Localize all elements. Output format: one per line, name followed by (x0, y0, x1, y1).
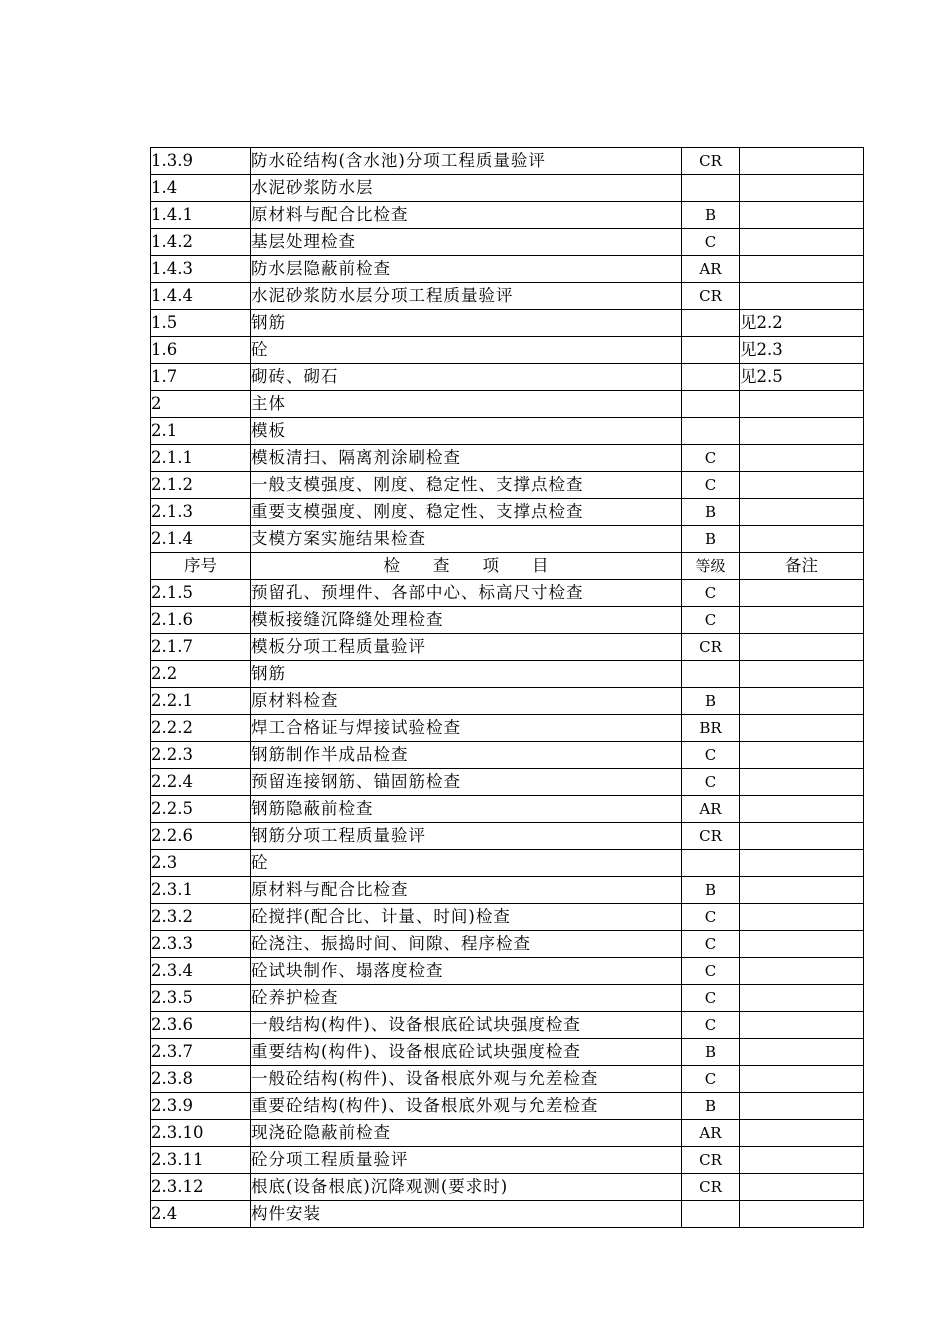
grade-cell: AR (682, 1120, 740, 1147)
grade-cell: C (682, 1066, 740, 1093)
inspection-item-cell: 重要支模强度、刚度、稳定性、支撑点检查 (251, 499, 682, 526)
grade-cell (682, 661, 740, 688)
row-number-cell: 2.1.3 (151, 499, 251, 526)
table-row (151, 985, 864, 1012)
grade-cell: B (682, 202, 740, 229)
table-row (151, 904, 864, 931)
remark-cell (740, 634, 864, 661)
inspection-item-cell: 模板清扫、隔离剂涂刷检查 (251, 445, 682, 472)
remark-cell (740, 850, 864, 877)
remark-cell: 见2.2 (740, 310, 864, 337)
row-number-cell: 2.1 (151, 418, 251, 445)
row-number-cell: 1.4.1 (151, 202, 251, 229)
remark-cell (740, 1147, 864, 1174)
inspection-item-cell: 预留连接钢筋、锚固筋检查 (251, 769, 682, 796)
inspection-item-cell: 钢筋 (251, 661, 682, 688)
table-row (151, 958, 864, 985)
row-number-cell: 2.3.9 (151, 1093, 251, 1120)
table-row (151, 337, 864, 364)
table-row (151, 1012, 864, 1039)
inspection-item-cell: 原材料检查 (251, 688, 682, 715)
table-row (151, 310, 864, 337)
table-row (151, 607, 864, 634)
remark-cell (740, 472, 864, 499)
remark-cell (740, 580, 864, 607)
row-number-cell: 2.3.7 (151, 1039, 251, 1066)
row-number-cell: 2.1.7 (151, 634, 251, 661)
grade-cell: AR (682, 256, 740, 283)
remark-cell (740, 1066, 864, 1093)
inspection-item-cell: 钢筋制作半成品检查 (251, 742, 682, 769)
inspection-item-cell: 根底(设备根底)沉降观测(要求时) (251, 1174, 682, 1201)
grade-cell: C (682, 904, 740, 931)
inspection-item-cell: 砌砖、砌石 (251, 364, 682, 391)
row-number-cell: 2.3.1 (151, 877, 251, 904)
table-row (151, 364, 864, 391)
row-number-cell: 2.4 (151, 1201, 251, 1228)
grade-cell: C (682, 769, 740, 796)
table-row (151, 1066, 864, 1093)
grade-cell: B (682, 688, 740, 715)
table-row (151, 1120, 864, 1147)
grade-cell: C (682, 229, 740, 256)
inspection-item-cell: 一般支模强度、刚度、稳定性、支撑点检查 (251, 472, 682, 499)
row-number-cell: 2.1.6 (151, 607, 251, 634)
inspection-item-cell: 一般结构(构件)、设备根底砼试块强度检查 (251, 1012, 682, 1039)
grade-cell: C (682, 472, 740, 499)
row-number-cell: 2.3.5 (151, 985, 251, 1012)
row-number-cell: 2.3.6 (151, 1012, 251, 1039)
grade-cell (682, 418, 740, 445)
remark-cell (740, 931, 864, 958)
row-number-cell: 1.3.9 (151, 148, 251, 175)
inspection-item-cell: 一般砼结构(构件)、设备根底外观与允差检查 (251, 1066, 682, 1093)
inspection-item-cell: 砼试块制作、塌落度检查 (251, 958, 682, 985)
inspection-item-cell: 构件安装 (251, 1201, 682, 1228)
grade-cell: AR (682, 796, 740, 823)
remark-cell (740, 202, 864, 229)
table-row (151, 850, 864, 877)
inspection-item-cell: 基层处理检查 (251, 229, 682, 256)
row-number-cell: 2.3.11 (151, 1147, 251, 1174)
table-row (151, 823, 864, 850)
inspection-item-cell: 砼 (251, 850, 682, 877)
remark-cell: 见2.5 (740, 364, 864, 391)
table-row (151, 931, 864, 958)
remark-cell (740, 796, 864, 823)
grade-cell: CR (682, 823, 740, 850)
table-row (151, 256, 864, 283)
remark-cell (740, 418, 864, 445)
row-number-cell: 2.1.4 (151, 526, 251, 553)
table-row (151, 148, 864, 175)
inspection-item-cell: 水泥砂浆防水层分项工程质量验评 (251, 283, 682, 310)
grade-cell: B (682, 877, 740, 904)
row-number-cell: 2.2.5 (151, 796, 251, 823)
table-row (151, 715, 864, 742)
inspection-item-cell: 模板接缝沉降缝处理检查 (251, 607, 682, 634)
grade-cell (682, 391, 740, 418)
remark-cell (740, 148, 864, 175)
row-number-cell: 2 (151, 391, 251, 418)
row-number-cell: 1.4 (151, 175, 251, 202)
table-row (151, 499, 864, 526)
grade-cell: CR (682, 1147, 740, 1174)
inspection-item-cell: 重要砼结构(构件)、设备根底外观与允差检查 (251, 1093, 682, 1120)
grade-cell: C (682, 445, 740, 472)
remark-cell (740, 175, 864, 202)
table-row (151, 634, 864, 661)
row-number-cell: 2.3.4 (151, 958, 251, 985)
inspection-item-cell: 原材料与配合比检查 (251, 202, 682, 229)
row-number-cell: 2.1.5 (151, 580, 251, 607)
table-row (151, 202, 864, 229)
inspection-item-cell: 原材料与配合比检查 (251, 877, 682, 904)
remark-cell (740, 1093, 864, 1120)
remark-cell (740, 958, 864, 985)
remark-cell (740, 391, 864, 418)
remark-cell (740, 688, 864, 715)
table-row (151, 1174, 864, 1201)
grade-cell: C (682, 931, 740, 958)
inspection-item-cell: 砼搅拌(配合比、计量、时间)检查 (251, 904, 682, 931)
remark-cell (740, 661, 864, 688)
table-row (151, 742, 864, 769)
remark-cell (740, 1039, 864, 1066)
inspection-item-cell: 砼分项工程质量验评 (251, 1147, 682, 1174)
inspection-item-cell: 钢筋隐蔽前检查 (251, 796, 682, 823)
grade-cell: CR (682, 634, 740, 661)
inspection-item-cell: 防水层隐蔽前检查 (251, 256, 682, 283)
table-row (151, 688, 864, 715)
inspection-item-cell: 主体 (251, 391, 682, 418)
table-row (151, 580, 864, 607)
row-number-cell: 2.1.2 (151, 472, 251, 499)
inspection-item-cell: 砼养护检查 (251, 985, 682, 1012)
table-row (151, 661, 864, 688)
inspection-item-cell: 焊工合格证与焊接试验检查 (251, 715, 682, 742)
grade-cell: C (682, 958, 740, 985)
row-number-cell: 2.3 (151, 850, 251, 877)
table-header-row (151, 553, 864, 580)
table-row (151, 175, 864, 202)
grade-cell: C (682, 607, 740, 634)
inspection-item-cell: 钢筋分项工程质量验评 (251, 823, 682, 850)
table-row (151, 526, 864, 553)
remark-cell (740, 823, 864, 850)
inspection-item-cell: 模板 (251, 418, 682, 445)
grade-cell (682, 337, 740, 364)
inspection-item-cell: 砼 (251, 337, 682, 364)
grade-cell (682, 850, 740, 877)
remark-cell (740, 769, 864, 796)
inspection-item-cell: 检 查 项 目 (251, 553, 682, 580)
remark-cell: 见2.3 (740, 337, 864, 364)
grade-cell (682, 1201, 740, 1228)
row-number-cell: 1.4.3 (151, 256, 251, 283)
remark-cell (740, 256, 864, 283)
remark-cell (740, 904, 864, 931)
table-row (151, 445, 864, 472)
remark-cell (740, 526, 864, 553)
grade-cell: 等级 (682, 553, 740, 580)
remark-cell (740, 1120, 864, 1147)
row-number-cell: 1.4.2 (151, 229, 251, 256)
inspection-item-cell: 水泥砂浆防水层 (251, 175, 682, 202)
remark-cell (740, 1012, 864, 1039)
row-number-cell: 2.3.8 (151, 1066, 251, 1093)
row-number-cell: 2.2.6 (151, 823, 251, 850)
remark-cell (740, 877, 864, 904)
row-number-cell: 1.6 (151, 337, 251, 364)
inspection-item-cell: 模板分项工程质量验评 (251, 634, 682, 661)
row-number-cell: 2.2.1 (151, 688, 251, 715)
table-row (151, 877, 864, 904)
table-row (151, 769, 864, 796)
grade-cell: CR (682, 283, 740, 310)
grade-cell (682, 310, 740, 337)
grade-cell (682, 175, 740, 202)
row-number-cell: 序号 (151, 553, 251, 580)
grade-cell: C (682, 580, 740, 607)
row-number-cell: 1.7 (151, 364, 251, 391)
row-number-cell: 2.3.2 (151, 904, 251, 931)
row-number-cell: 2.2.3 (151, 742, 251, 769)
row-number-cell: 2.3.10 (151, 1120, 251, 1147)
remark-cell (740, 607, 864, 634)
remark-cell (740, 499, 864, 526)
remark-cell (740, 1174, 864, 1201)
grade-cell (682, 364, 740, 391)
remark-cell (740, 445, 864, 472)
inspection-table (150, 147, 864, 1228)
remark-cell (740, 283, 864, 310)
table-row (151, 418, 864, 445)
table-row (151, 472, 864, 499)
grade-cell: B (682, 1039, 740, 1066)
remark-cell: 备注 (740, 553, 864, 580)
remark-cell (740, 229, 864, 256)
remark-cell (740, 985, 864, 1012)
row-number-cell: 2.3.12 (151, 1174, 251, 1201)
grade-cell: C (682, 1012, 740, 1039)
table-row (151, 283, 864, 310)
remark-cell (740, 1201, 864, 1228)
inspection-item-cell: 预留孔、预埋件、各部中心、标高尺寸检查 (251, 580, 682, 607)
row-number-cell: 2.2 (151, 661, 251, 688)
table-row (151, 1201, 864, 1228)
row-number-cell: 2.1.1 (151, 445, 251, 472)
remark-cell (740, 742, 864, 769)
row-number-cell: 2.3.3 (151, 931, 251, 958)
grade-cell: BR (682, 715, 740, 742)
table-row (151, 1039, 864, 1066)
grade-cell: CR (682, 1174, 740, 1201)
grade-cell: B (682, 526, 740, 553)
table-row (151, 391, 864, 418)
row-number-cell: 1.4.4 (151, 283, 251, 310)
grade-cell: B (682, 1093, 740, 1120)
row-number-cell: 2.2.2 (151, 715, 251, 742)
table-row (151, 1147, 864, 1174)
grade-cell: CR (682, 148, 740, 175)
row-number-cell: 1.5 (151, 310, 251, 337)
grade-cell: B (682, 499, 740, 526)
inspection-item-cell: 现浇砼隐蔽前检查 (251, 1120, 682, 1147)
inspection-item-cell: 砼浇注、振捣时间、间隙、程序检查 (251, 931, 682, 958)
table-row (151, 1093, 864, 1120)
inspection-item-cell: 钢筋 (251, 310, 682, 337)
grade-cell: C (682, 985, 740, 1012)
grade-cell: C (682, 742, 740, 769)
inspection-item-cell: 支模方案实施结果检查 (251, 526, 682, 553)
row-number-cell: 2.2.4 (151, 769, 251, 796)
table-row (151, 229, 864, 256)
inspection-item-cell: 防水砼结构(含水池)分项工程质量验评 (251, 148, 682, 175)
inspection-item-cell: 重要结构(构件)、设备根底砼试块强度检查 (251, 1039, 682, 1066)
table-body (151, 148, 864, 1228)
table-row (151, 796, 864, 823)
remark-cell (740, 715, 864, 742)
